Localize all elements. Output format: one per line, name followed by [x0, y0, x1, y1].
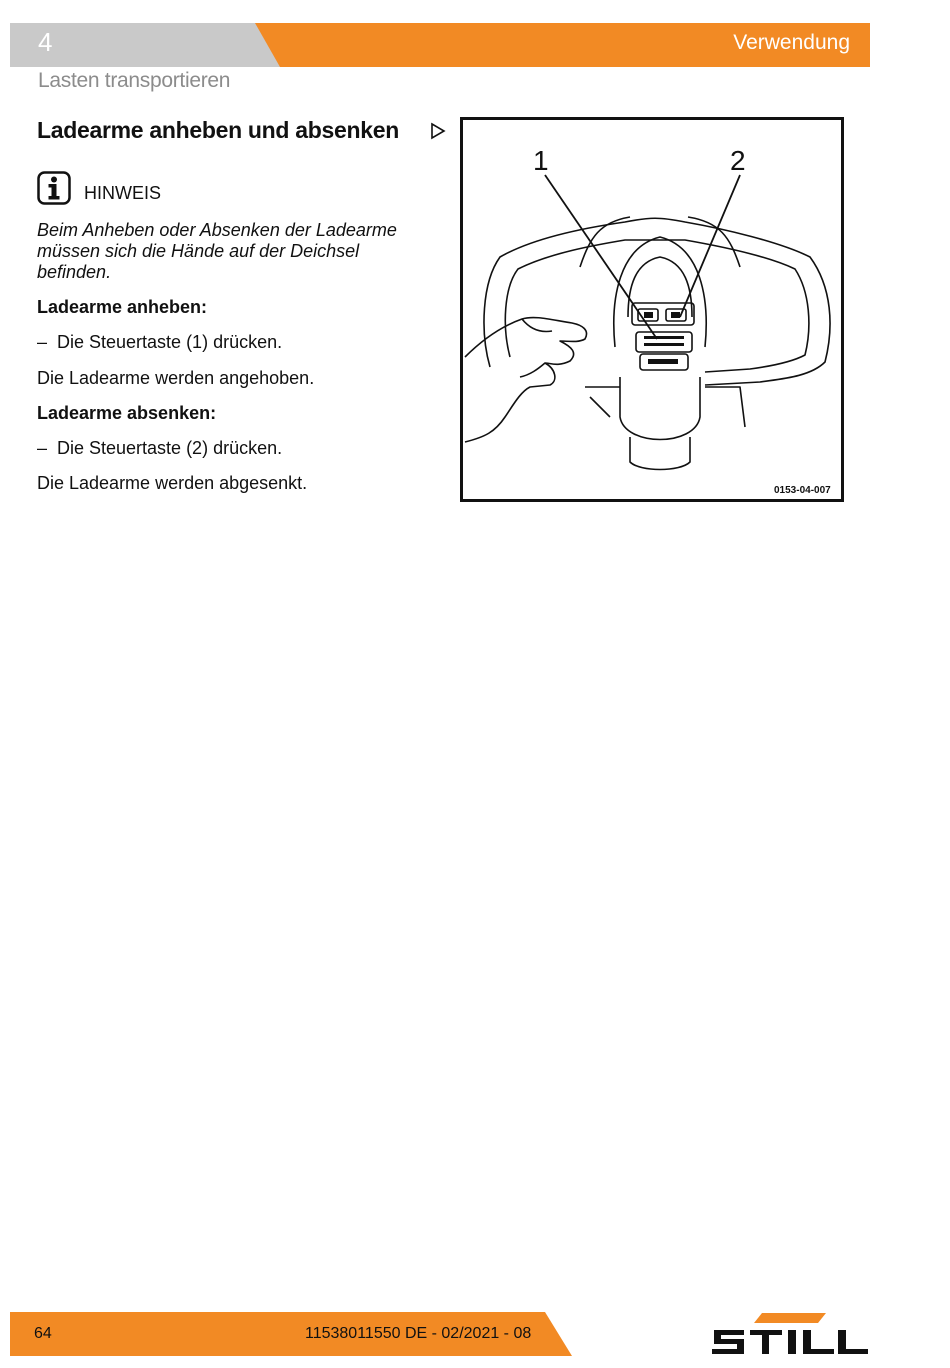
raise-heading: Ladearme anheben: — [37, 297, 208, 317]
step-marker: – — [37, 438, 48, 458]
section-title: Lasten transportieren — [38, 69, 231, 92]
note-text: Beim Anheben oder Absenken der Ladearme müssen sich die Hände auf der Deichsel befinden. — [37, 220, 397, 282]
step-marker: – — [37, 332, 48, 352]
document-reference: 11538011550 DE - 02/2021 - 08 — [305, 1325, 532, 1342]
info-icon — [37, 171, 71, 205]
tiller-head-illustration — [460, 117, 844, 502]
figure-id: 0153-04-007 — [774, 485, 831, 496]
lower-result: Die Ladearme werden abgesenkt. — [37, 473, 308, 493]
callout-2: 2 — [730, 145, 746, 176]
triangle-right-icon — [430, 122, 446, 140]
still-logo — [710, 1310, 870, 1358]
lower-heading: Ladearme absenken: — [37, 403, 217, 423]
lower-step-text: Die Steuertaste (2) drücken. — [57, 438, 283, 458]
chapter-number: 4 — [38, 27, 53, 57]
note-label: HINWEIS — [84, 183, 162, 203]
raise-result: Die Ladearme werden angehoben. — [37, 368, 315, 388]
page-number: 64 — [34, 1325, 52, 1342]
raise-step-text: Die Steuertaste (1) drücken. — [57, 332, 283, 352]
raise-step — [37, 332, 282, 353]
callout-1: 1 — [533, 145, 549, 176]
chapter-title: Verwendung — [733, 31, 850, 54]
lower-step — [37, 438, 282, 459]
page-heading: Ladearme anheben und absenken — [37, 117, 399, 143]
